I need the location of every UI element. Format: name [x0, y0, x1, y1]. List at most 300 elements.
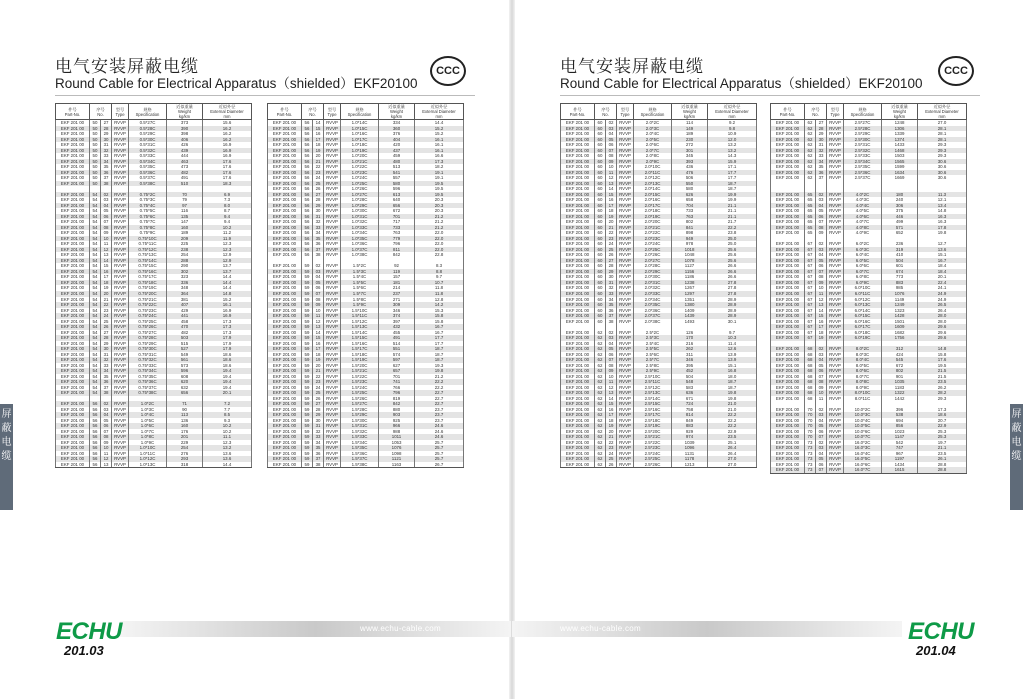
header-spec-text: Specification [850, 111, 875, 117]
diameter-cell: 15.3 [415, 308, 464, 314]
page-number: 201.03 [64, 643, 104, 658]
weight-cell: 627 [379, 363, 415, 369]
spec-cell: 8.0*5C [844, 363, 882, 369]
serial-cell: 35 [101, 164, 112, 170]
spec-cell: 1.0*20C [341, 153, 379, 159]
type-cell: RVVP [827, 313, 844, 319]
part-no-cell: EKF 201 00 [561, 313, 595, 319]
diameter-cell: 16.2 [203, 131, 252, 137]
type-cell: RVVP [324, 280, 341, 286]
spec-cell: 1.0*4C [129, 412, 167, 418]
diameter-cell: 8.5 [203, 412, 252, 418]
weight-cell: 1599 [882, 164, 918, 170]
diameter-cell: 13.6 [203, 451, 252, 457]
table-row [771, 467, 967, 473]
diameter-cell: 17.1 [708, 164, 757, 170]
spec-cell: 2.0*31C [634, 280, 672, 286]
weight-cell: 1127 [672, 263, 708, 269]
spec-cell: 2.5*23C [634, 445, 672, 451]
type-cell: RVVP [324, 390, 341, 396]
weight-cell: 514 [379, 341, 415, 347]
part-no-cell: EKF 201 00 [268, 451, 302, 457]
part-no-cell: EKF 201 00 [561, 197, 595, 203]
part-no-cell: EKF 201 00 [561, 241, 595, 247]
spec-cell: 0.75*16C [129, 269, 167, 275]
serial-cell: 02 [816, 440, 827, 446]
part-no-cell: EKF 201 00 [268, 357, 302, 363]
no-cell: 70 [805, 434, 816, 440]
header-diameter [415, 104, 464, 120]
no-cell: 54 [90, 341, 101, 347]
type-cell: RVVP [827, 363, 844, 369]
spec-cell: 0.5*28C [129, 126, 167, 132]
spec-cell: 0.75*13C [129, 252, 167, 258]
serial-cell: 04 [101, 412, 112, 418]
weight-cell: 176 [167, 429, 203, 435]
diameter-cell: 19.1 [415, 170, 464, 176]
spec-cell: 1.0*29C [341, 203, 379, 209]
no-cell: 54 [90, 346, 101, 352]
part-no-cell: EKF 201 00 [56, 192, 90, 198]
weight-cell: 476 [672, 170, 708, 176]
weight-cell: 1634 [882, 170, 918, 176]
type-cell: RVVP [827, 423, 844, 429]
type-cell: RVVP [324, 357, 341, 363]
spec-cell: 8.0*8C [844, 379, 882, 385]
spec-cell: 10.0*5C [844, 423, 882, 429]
weight-cell: 506 [672, 175, 708, 181]
diameter-cell: 25.0 [708, 241, 757, 247]
weight-cell: 608 [167, 374, 203, 380]
part-no-cell: EKF 201 00 [771, 324, 805, 330]
no-cell: 62 [595, 456, 606, 462]
weight-cell: 71 [167, 401, 203, 407]
no-cell: 62 [805, 175, 816, 181]
type-cell: RVVP [827, 258, 844, 264]
serial-cell: 07 [816, 434, 827, 440]
serial-cell: 09 [313, 302, 324, 308]
diameter-cell: 12.3 [203, 247, 252, 253]
part-no-cell: EKF 201 00 [771, 247, 805, 253]
table-header-row [56, 104, 252, 120]
diameter-cell: 19.7 [918, 440, 967, 446]
header-weight [882, 104, 918, 120]
spec-cell: 0.5*29C [129, 131, 167, 137]
no-cell: 59 [302, 412, 313, 418]
header-weight [672, 104, 708, 120]
serial-cell: 10 [816, 285, 827, 291]
type-cell: RVVP [112, 319, 129, 325]
type-cell: RVVP [827, 456, 844, 462]
part-no-cell: EKF 201 00 [561, 308, 595, 314]
type-cell: RVVP [324, 352, 341, 358]
no-cell: 60 [595, 241, 606, 247]
weight-cell: 1434 [882, 462, 918, 468]
header-spec [634, 104, 672, 120]
spec-cell: 1.5*28C [341, 407, 379, 413]
spec-cell: 1.5*21C [341, 368, 379, 374]
weight-cell: 346 [672, 357, 708, 363]
weight-cell: 674 [882, 269, 918, 275]
weight-cell: 323 [167, 274, 203, 280]
weight-cell: 135 [167, 214, 203, 220]
diameter-cell: 9.7 [415, 274, 464, 280]
serial-cell: 06 [606, 352, 617, 358]
header-weight-text: Weight [390, 109, 403, 114]
no-cell: 59 [302, 390, 313, 396]
serial-cell: 24 [313, 385, 324, 391]
spec-cell: 2.5*25C [634, 456, 672, 462]
header-diameter-text: mm [223, 114, 231, 119]
part-no-cell: EKF 201 00 [56, 313, 90, 319]
part-no-cell: EKF 201 00 [268, 247, 302, 253]
weight-cell: 1213 [672, 462, 708, 468]
spec-cell: 1.5*27C [341, 401, 379, 407]
type-cell: RVVP [112, 302, 129, 308]
page-number: 201.04 [916, 643, 956, 658]
spec-cell: 2.0*9C [634, 159, 672, 165]
echu-logo: ECHU [56, 618, 123, 645]
part-no-cell: EKF 201 00 [56, 412, 90, 418]
serial-cell: 20 [606, 429, 617, 435]
serial-cell: 28 [313, 407, 324, 413]
serial-cell: 06 [816, 368, 827, 374]
weight-cell: 504 [672, 374, 708, 380]
serial-cell: 27 [313, 401, 324, 407]
no-cell: 59 [302, 379, 313, 385]
spec-cell: 16.0*5C [844, 456, 882, 462]
type-cell: RVVP [324, 203, 341, 209]
weight-cell: 796 [379, 390, 415, 396]
weight-cell: 345 [672, 153, 708, 159]
no-cell: 60 [595, 120, 606, 126]
weight-cell: 967 [882, 451, 918, 457]
spec-cell: 2.0*13C [634, 181, 672, 187]
spec-cell: 6.0*17C [844, 324, 882, 330]
type-cell: RVVP [112, 341, 129, 347]
part-no-cell: EKF 201 00 [56, 137, 90, 143]
type-cell: RVVP [112, 407, 129, 413]
serial-cell: 36 [816, 170, 827, 176]
diameter-cell: 11.4 [708, 341, 757, 347]
weight-cell: 396 [882, 407, 918, 413]
spec-cell: 2.0*28C [634, 263, 672, 269]
type-cell: RVVP [112, 285, 129, 291]
diameter-cell: 16.1 [203, 302, 252, 308]
weight-cell: 288 [167, 258, 203, 264]
part-no-cell: EKF 201 00 [771, 280, 805, 286]
weight-cell: 290 [167, 263, 203, 269]
weight-cell: 230 [672, 137, 708, 143]
diameter-cell: 27.8 [708, 291, 757, 297]
serial-cell: 10 [816, 390, 827, 396]
part-no-cell: EKF 201 00 [771, 148, 805, 154]
no-cell: 62 [595, 423, 606, 429]
type-cell: RVVP [112, 330, 129, 336]
part-no-cell: EKF 201 00 [268, 335, 302, 341]
weight-cell: 309 [379, 302, 415, 308]
weight-cell: 503 [167, 335, 203, 341]
part-no-cell: EKF 201 00 [268, 445, 302, 451]
diameter-cell: 18.6 [203, 352, 252, 358]
serial-cell: 02 [606, 330, 617, 336]
left-page [0, 0, 511, 699]
header-type-text: Type [830, 111, 840, 117]
part-no-cell: EKF 201 00 [268, 153, 302, 159]
type-cell: RVVP [112, 164, 129, 170]
type-cell: RVVP [617, 285, 634, 291]
weight-cell: 1183 [882, 385, 918, 391]
serial-cell: 20 [101, 291, 112, 297]
header-part-no [771, 104, 805, 120]
part-no-cell: EKF 201 00 [56, 423, 90, 429]
spec-cell: 1.0*26C [341, 186, 379, 192]
serial-cell: 26 [313, 186, 324, 192]
diameter-cell: 25.6 [708, 247, 757, 253]
diameter-cell: 17.9 [203, 346, 252, 352]
type-cell: RVVP [112, 401, 129, 407]
type-cell: RVVP [617, 302, 634, 308]
no-cell: 56 [302, 208, 313, 214]
part-no-cell: EKF 201 00 [561, 126, 595, 132]
serial-cell: 06 [816, 263, 827, 269]
diameter-cell: 17.3 [203, 330, 252, 336]
no-cell: 54 [90, 374, 101, 380]
type-cell: RVVP [827, 302, 844, 308]
no-cell: 62 [595, 462, 606, 468]
type-cell: RVVP [324, 418, 341, 424]
serial-cell: 12 [606, 175, 617, 181]
spec-cell: 10.0*4C [844, 418, 882, 424]
no-cell: 68 [805, 357, 816, 363]
weight-cell: 657 [379, 368, 415, 374]
part-no-cell: EKF 201 00 [268, 456, 302, 462]
part-no-cell: EKF 201 00 [771, 462, 805, 468]
part-no-cell: EKF 201 00 [268, 236, 302, 242]
spec-cell: 2.0*3C [634, 126, 672, 132]
spec-cell: 6.0*6C [844, 263, 882, 269]
diameter-cell: 22.9 [708, 429, 757, 435]
diameter-cell: 30.6 [918, 159, 967, 165]
spec-cell: 4.0*2C [844, 192, 882, 198]
serial-cell: 08 [606, 363, 617, 369]
no-cell: 60 [595, 236, 606, 242]
no-cell: 54 [90, 192, 101, 198]
part-no-cell: EKF 201 00 [268, 120, 302, 126]
no-cell: 59 [302, 374, 313, 380]
spec-cell: 2.5*32C [844, 148, 882, 154]
spec-cell: 1.5*2C [341, 263, 379, 269]
serial-cell: 35 [101, 374, 112, 380]
no-cell: 68 [805, 379, 816, 385]
serial-cell: 35 [313, 445, 324, 451]
serial-cell: 11 [101, 451, 112, 457]
table-header-row [771, 104, 967, 120]
diameter-cell: 19.5 [415, 181, 464, 187]
type-cell: RVVP [617, 423, 634, 429]
type-cell: RVVP [112, 313, 129, 319]
weight-cell: 240 [882, 197, 918, 203]
part-no-cell: EKF 201 00 [268, 197, 302, 203]
diameter-cell: 26.5 [918, 302, 967, 308]
spec-cell: 2.0*24C [634, 241, 672, 247]
no-cell: 50 [90, 164, 101, 170]
diameter-cell: 17.3 [918, 407, 967, 413]
type-cell: RVVP [112, 291, 129, 297]
part-no-cell: EKF 201 00 [561, 297, 595, 303]
serial-cell: 07 [101, 219, 112, 225]
type-cell: RVVP [112, 357, 129, 363]
header-weight-text: Weight [178, 109, 191, 114]
no-cell: 54 [90, 252, 101, 258]
diameter-cell: 23.8 [708, 230, 757, 236]
diameter-cell: 27.0 [708, 456, 757, 462]
no-cell: 68 [805, 346, 816, 352]
diameter-cell: 21.1 [708, 203, 757, 209]
weight-cell: 925 [379, 418, 415, 424]
spec-cell: 1.5*29C [341, 412, 379, 418]
part-no-cell: EKF 201 00 [268, 181, 302, 187]
serial-cell: 37 [816, 175, 827, 181]
no-cell: 59 [302, 341, 313, 347]
diameter-cell: 28.0 [918, 319, 967, 325]
spec-cell: 1.0*19C [341, 148, 379, 154]
spec-cell: 6.0*13C [844, 302, 882, 308]
header-diameter [918, 104, 967, 120]
website-url[interactable]: www.echu-cable.com [560, 624, 641, 633]
serial-cell: 15 [606, 401, 617, 407]
part-no-cell: EKF 201 00 [268, 363, 302, 369]
part-no-cell: EKF 201 00 [268, 423, 302, 429]
type-cell: RVVP [827, 159, 844, 165]
serial-cell: 30 [101, 137, 112, 143]
weight-cell: 272 [672, 142, 708, 148]
diameter-cell: 14.8 [918, 208, 967, 214]
weight-cell: 373 [167, 120, 203, 126]
part-no-cell: EKF 201 00 [56, 335, 90, 341]
part-no-cell: EKF 201 00 [268, 368, 302, 374]
no-cell: 59 [302, 274, 313, 280]
diameter-cell: 16.7 [918, 258, 967, 264]
serial-cell: 05 [816, 208, 827, 214]
echu-logo: ECHU [908, 618, 975, 645]
weight-cell: 802 [672, 219, 708, 225]
no-cell: 50 [90, 175, 101, 181]
spec-cell: 2.0*30C [634, 274, 672, 280]
type-cell: RVVP [112, 423, 129, 429]
spec-cell: 0.5*33C [129, 153, 167, 159]
type-cell: RVVP [617, 407, 634, 413]
spec-cell: 2.0*34C [634, 297, 672, 303]
serial-cell: 05 [816, 456, 827, 462]
table-header-row [561, 104, 757, 120]
part-no-cell: EKF 201 00 [56, 434, 90, 440]
diameter-cell: 23.7 [415, 418, 464, 424]
diameter-cell: 20.7 [918, 418, 967, 424]
part-no-cell: EKF 201 00 [56, 357, 90, 363]
diameter-cell: 27.0 [708, 462, 757, 468]
serial-cell: 04 [816, 357, 827, 363]
part-no-cell: EKF 201 00 [771, 302, 805, 308]
weight-cell: 1433 [882, 142, 918, 148]
part-no-cell: EKF 201 00 [771, 208, 805, 214]
ccc-cert-icon: CCC [430, 56, 466, 86]
no-cell: 56 [90, 456, 101, 462]
diameter-cell: 27.8 [708, 285, 757, 291]
no-cell: 50 [90, 126, 101, 132]
part-no-cell: EKF 201 00 [561, 352, 595, 358]
weight-cell: 985 [882, 285, 918, 291]
weight-cell: 701 [379, 214, 415, 220]
part-no-cell: EKF 201 00 [268, 131, 302, 137]
diameter-cell: 12.3 [203, 440, 252, 446]
header-part-no [268, 104, 302, 120]
header-diameter-text: mm [435, 114, 443, 119]
diameter-cell: 28.8 [918, 462, 967, 468]
type-cell: RVVP [112, 324, 129, 330]
weight-cell: 302 [167, 269, 203, 275]
weight-cell: 1503 [882, 153, 918, 159]
type-cell: RVVP [827, 335, 844, 341]
serial-cell: 37 [313, 247, 324, 253]
serial-cell: 34 [101, 159, 112, 165]
spec-cell: 1.5*9C [341, 302, 379, 308]
diameter-cell: 19.8 [918, 230, 967, 236]
weight-cell: 319 [882, 247, 918, 253]
no-cell: 62 [805, 126, 816, 132]
diameter-cell: 25.7 [415, 445, 464, 451]
spec-cell: 8.0*7C [844, 374, 882, 380]
header-type-text: 型号 [115, 106, 125, 112]
serial-cell: 11 [101, 241, 112, 247]
spec-cell: 0.75*38C [129, 390, 167, 396]
diameter-cell: 8.7 [203, 208, 252, 214]
no-cell: 56 [302, 197, 313, 203]
weight-cell: 1501 [882, 319, 918, 325]
website-url[interactable]: www.echu-cable.com [360, 624, 441, 633]
diameter-cell: 25.7 [415, 440, 464, 446]
type-cell: RVVP [617, 313, 634, 319]
serial-cell: 27 [816, 120, 827, 126]
diameter-cell: 13.2 [708, 142, 757, 148]
part-no-cell: EKF 201 00 [561, 164, 595, 170]
diameter-cell: 12.9 [203, 252, 252, 258]
spec-cell: 0.75*34C [129, 368, 167, 374]
part-no-cell: EKF 201 00 [56, 219, 90, 225]
ccc-cert-icon: CCC [938, 56, 974, 86]
type-cell: RVVP [324, 363, 341, 369]
weight-cell: 398 [167, 131, 203, 137]
footer-band [120, 621, 511, 637]
diameter-cell: 10.2 [203, 225, 252, 231]
part-no-cell: EKF 201 00 [771, 363, 805, 369]
serial-cell: 21 [313, 368, 324, 374]
weight-cell: 160 [167, 225, 203, 231]
weight-cell: 348 [167, 285, 203, 291]
part-no-cell: EKF 201 00 [56, 368, 90, 374]
header-part-no [561, 104, 595, 120]
spec-cell: 10.0*6C [844, 429, 882, 435]
weight-cell: 346 [379, 308, 415, 314]
part-no-cell: EKF 201 00 [561, 319, 595, 325]
serial-cell: 26 [313, 396, 324, 402]
spec-cell: 1.5*14C [341, 330, 379, 336]
part-no-cell: EKF 201 00 [268, 401, 302, 407]
header-diameter [708, 104, 757, 120]
part-no-cell: EKF 201 00 [561, 291, 595, 297]
no-cell: 62 [595, 385, 606, 391]
table-row [268, 462, 464, 468]
